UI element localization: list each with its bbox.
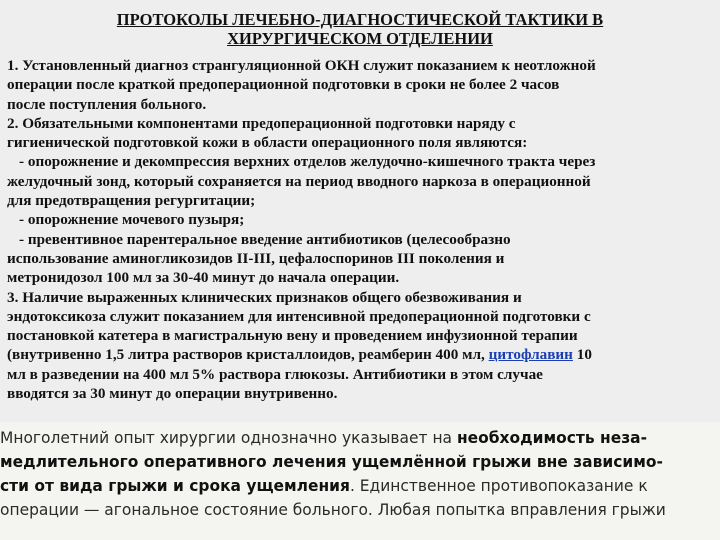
body-line: 3. Наличие выраженных клинических признаков общего обезвоживания и (7, 288, 522, 306)
body-line: эндотоксикоза служит показанием для интенсивной предоперационной подготовки с (7, 307, 591, 325)
excerpt-text: операции — агональное состояние больного. Любая попытка вправления грыжи (0, 501, 666, 519)
body-line (7, 345, 715, 364)
excerpt-line-4 (0, 498, 714, 522)
body-line: - превентивное парентеральное введение антибиотиков (целесообразно (19, 230, 511, 248)
body-line: операции после краткой предоперационной подготовки в сроки не более 2 часов (7, 76, 560, 94)
title-line-1: ПРОТОКОЛЫ ЛЕЧЕБНО-ДИАГНОСТИЧЕСКОЙ ТАКТИКИ В (116, 10, 604, 29)
body-line: гигиенической подготовкой кожи в области операционного поля являются: (7, 134, 528, 152)
body-line: метронидозол 100 мл за 30-40 минут до начала операции. (7, 269, 400, 287)
body-line: после поступления больного. (7, 95, 207, 113)
excerpt-line-2 (0, 450, 714, 474)
body-line: для предотвращения регургитации; (7, 192, 256, 210)
body-line: постановкой катетера в магистральную вену и проведением инфузионной терапии (7, 327, 578, 345)
cytoflavin-link[interactable]: цитофлавин (488, 346, 573, 364)
body-text: 10 (572, 346, 592, 364)
body-text: (внутривенно 1,5 литра растворов кристаллоидов, реамберин 400 мл, (7, 346, 489, 364)
body-line: 1. Установленный диагноз странгуляционной ОКН служит показанием к неотложной (7, 57, 596, 74)
excerpt-emphasis: необходимость неза- (456, 429, 648, 447)
title-line-2: ХИРУРГИЧЕСКОМ ОТДЕЛЕНИИ (227, 29, 493, 48)
protocol-body (7, 56, 715, 403)
body-line: мл в разведении на 400 мл 5% раствора глюкозы. Антибиотики в этом случае (7, 365, 543, 383)
body-line: - опорожнение мочевого пузыря; (19, 211, 245, 229)
body-line: вводятся за 30 минут до операции внутривенно. (7, 385, 338, 403)
excerpt-text: . Единственное противопоказание к (349, 477, 648, 495)
excerpt-line-1 (0, 426, 714, 450)
excerpt-emphasis: сти от вида грыжи и срока ущемления (0, 477, 350, 495)
excerpt-text: Многолетний опыт хирургии однозначно указывает на (0, 429, 457, 447)
book-excerpt (0, 422, 720, 540)
excerpt-line-3 (0, 474, 714, 498)
body-line: - опорожнение и декомпрессия верхних отделов желудочно-кишечного тракта через (19, 153, 596, 171)
body-line: желудочный зонд, который сохраняется на период вводного наркоза в операционной (7, 172, 591, 190)
body-line: использование аминогликозидов II-III, цефалоспоринов III поколения и (7, 249, 505, 267)
protocol-title (0, 10, 720, 48)
excerpt-emphasis: медлительного оперативного лечения ущемлённой грыжи вне зависимо- (0, 453, 663, 471)
body-line: 2. Обязательными компонентами предоперационной подготовки наряду с (7, 114, 516, 132)
